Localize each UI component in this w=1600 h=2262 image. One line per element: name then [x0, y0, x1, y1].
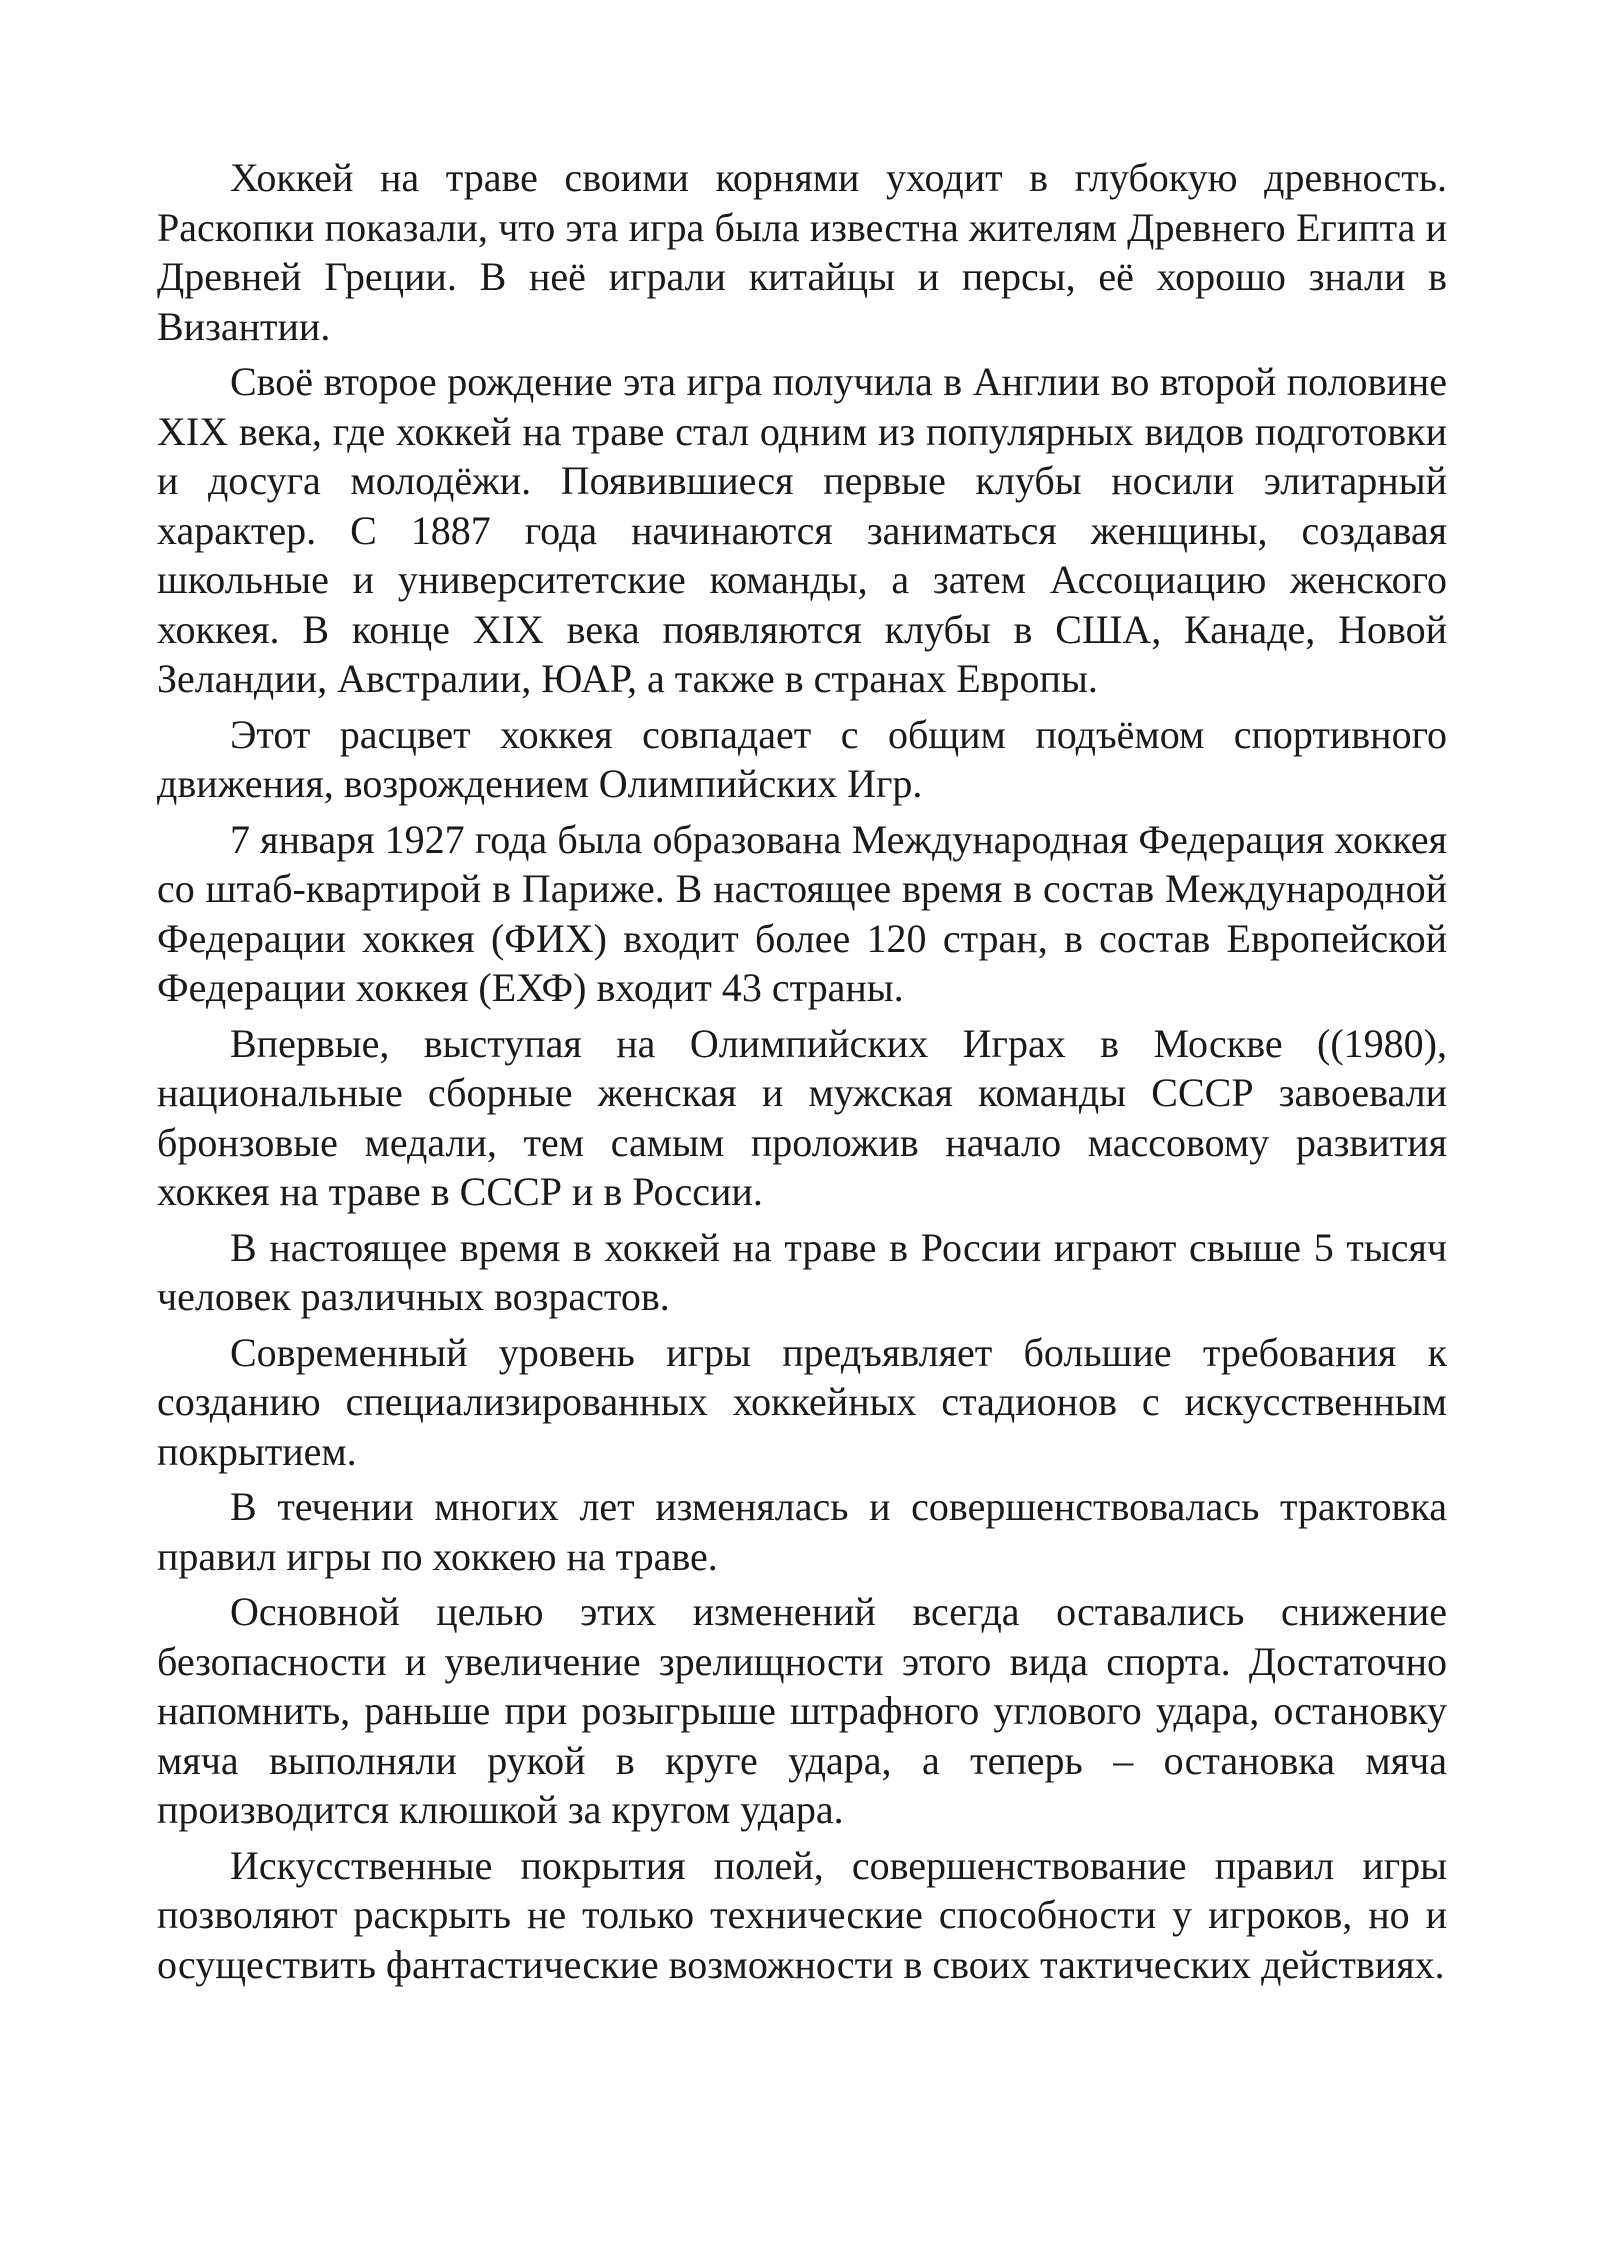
paragraph-1: Хоккей на траве своими корнями уходит в глубокую древность. Раскопки показали, что эта игра была известна жителям Древнего Египта и Древней Греции. В неё играли китайцы и персы, её хорошо знали в Византии.	[157, 155, 1447, 349]
paragraph-2: Своё второе рождение эта игра получила в Англии во второй половине XIX века, где хоккей на траве стал одним из популярных видов подготовки и досуга молодёжи. Появившиеся первые клубы носили элитарный характер. С 1887 года начинаются заниматься женщины, создавая школьные и университетские команды, а затем Ассоциацию женского хоккея. В конце XIX века появляются клубы в США, Канаде, Новой Зеландии, Австралии, ЮАР, а также в странах Европы.	[157, 359, 1447, 701]
paragraph-4: 7 января 1927 года была образована Международная Федерация хоккея со штаб-квартирой в Париже. В настоящее время в состав Международной Федерации хоккея (ФИХ) входит более 120 стран, в состав Европейской Федерации хоккея (ЕХФ) входит 43 страны.	[157, 816, 1447, 1010]
paragraph-6: В настоящее время в хоккей на траве в России играют свыше 5 тысяч человек различных возрастов.	[157, 1224, 1447, 1319]
paragraph-7: Современный уровень игры предъявляет большие требования к созданию специализированных хоккейных стадионов с искусственным покрытием.	[157, 1329, 1447, 1474]
paragraph-5: Впервые, выступая на Олимпийских Играх в Москве ((1980), национальные сборные женская и мужская команды СССР завоевали бронзовые медали, тем самым проложив начало массовому развития хоккея на траве в СССР и в России.	[157, 1020, 1447, 1214]
paragraph-10: Искусственные покрытия полей, совершенствование правил игры позволяют раскрыть не только технические способности у игроков, но и осуществить фантастические возможности в своих тактических действиях.	[157, 1842, 1447, 1987]
paragraph-8: В течении многих лет изменялась и совершенствовалась трактовка правил игры по хоккею на траве.	[157, 1484, 1447, 1579]
document-body	[157, 153, 1447, 1989]
paragraph-9: Основной целью этих изменений всегда оставались снижение безопасности и увеличение зрелищности этого вида спорта. Достаточно напомнить, раньше при розыгрыше штрафного углового удара, остановку мяча выполняли рукой в круге удара, а теперь – остановка мяча производится клюшкой за кругом удара.	[157, 1589, 1447, 1832]
paragraph-3: Этот расцвет хоккея совпадает с общим подъёмом спортивного движения, возрождением Олимпийских Игр.	[157, 711, 1447, 806]
